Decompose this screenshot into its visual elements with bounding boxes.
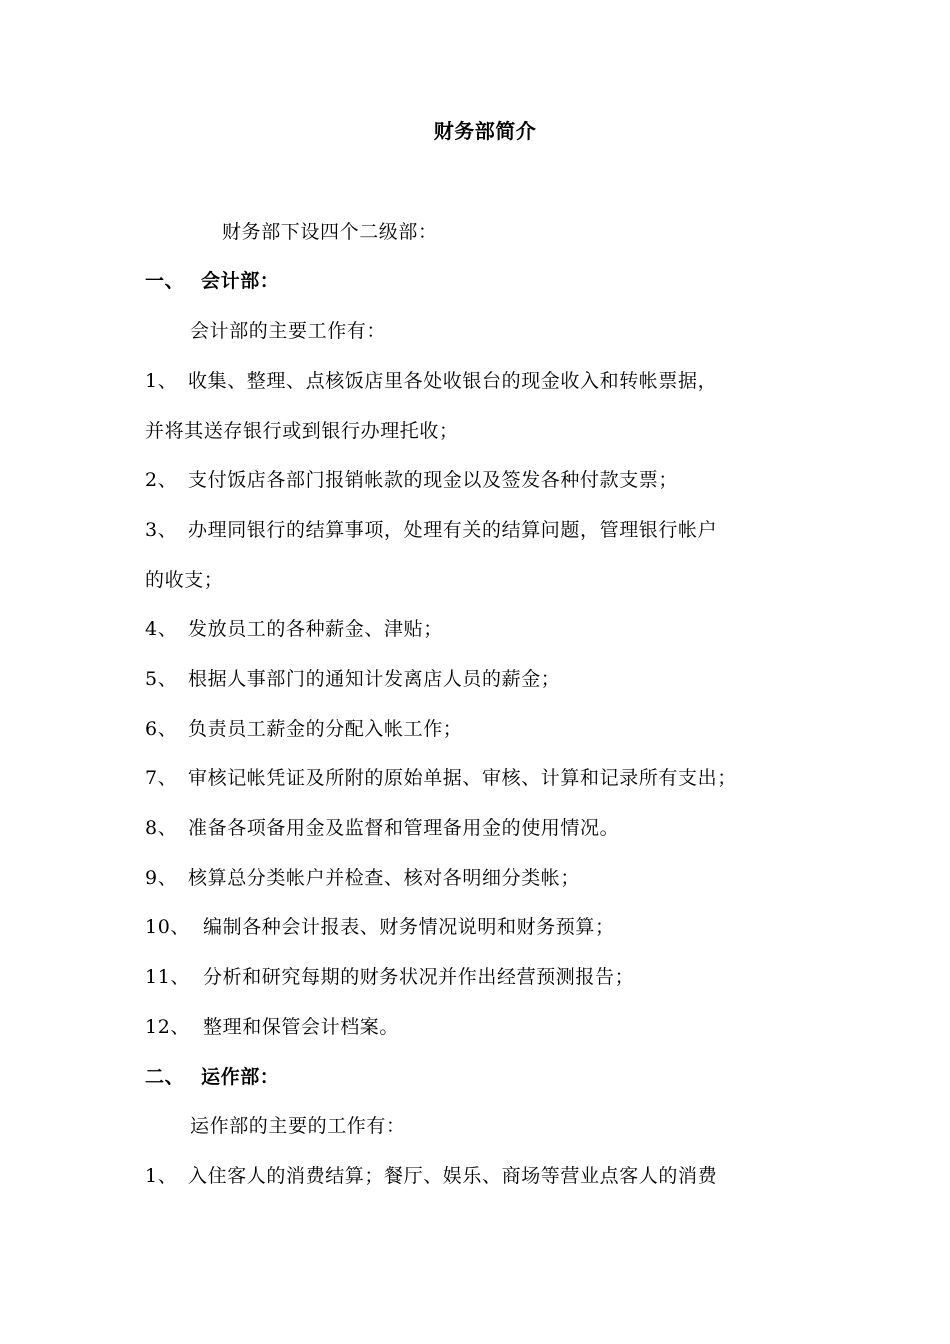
list-item-continuation: 的收支； <box>145 569 224 591</box>
item-text: 整理和保管会计档案。 <box>203 1016 400 1038</box>
section-title: 运作部： <box>201 1066 280 1088</box>
list-item <box>145 665 560 693</box>
list-item <box>145 466 678 494</box>
document-title: 财务部简介 <box>433 119 537 143</box>
item-number: 8、 <box>145 817 178 839</box>
list-item <box>145 864 580 892</box>
list-item <box>145 764 737 792</box>
list-item-continuation: 并将其送存银行或到银行办理托收； <box>145 420 459 442</box>
item-text: 办理同银行的结算事项，处理有关的结算问题，管理银行帐户 <box>188 519 718 541</box>
item-number: 4、 <box>145 618 178 640</box>
list-item <box>145 1162 717 1190</box>
list-item <box>145 963 634 991</box>
section-lead: 运作部的主要的工作有： <box>190 1115 406 1137</box>
section-heading-accounting <box>145 267 279 295</box>
item-text: 审核记帐凭证及所附的原始单据、审核、计算和记录所有支出； <box>188 767 737 789</box>
item-text: 支付饭店各部门报销帐款的现金以及签发各种付款支票； <box>188 469 679 491</box>
section-lead: 会计部的主要工作有： <box>190 320 387 342</box>
item-text: 根据人事部门的通知计发离店人员的薪金； <box>188 668 561 690</box>
item-number: 11、 <box>145 966 190 988</box>
section-title: 会计部： <box>201 270 280 292</box>
item-text: 分析和研究每期的财务状况并作出经营预测报告； <box>203 966 635 988</box>
item-text: 负责员工薪金的分配入帐工作； <box>188 718 463 740</box>
list-item <box>145 367 717 395</box>
item-number: 2、 <box>145 469 178 491</box>
item-text: 编制各种会计报表、财务情况说明和财务预算； <box>203 916 615 938</box>
list-item <box>145 516 717 544</box>
item-number: 12、 <box>145 1016 190 1038</box>
item-text: 准备各项备用金及监督和管理备用金的使用情况。 <box>188 817 620 839</box>
item-text: 发放员工的各种薪金、津贴； <box>188 618 443 640</box>
list-item <box>145 1013 399 1041</box>
intro-paragraph: 财务部下设四个二级部： <box>222 221 438 243</box>
item-number: 10、 <box>145 916 190 938</box>
item-number: 5、 <box>145 668 178 690</box>
item-number: 1、 <box>145 1165 178 1187</box>
item-number: 6、 <box>145 718 178 740</box>
item-number: 1、 <box>145 370 178 392</box>
item-text: 核算总分类帐户并检查、核对各明细分类帐； <box>188 867 581 889</box>
section-number: 一、 <box>145 270 185 292</box>
list-item <box>145 715 462 743</box>
section-heading-operations <box>145 1063 279 1091</box>
list-item <box>145 913 615 941</box>
item-text: 收集、整理、点核饭店里各处收银台的现金收入和转帐票据， <box>188 370 718 392</box>
section-number: 二、 <box>145 1066 185 1088</box>
list-item <box>145 814 619 842</box>
item-text: 入住客人的消费结算；餐厅、娱乐、商场等营业点客人的消费 <box>188 1165 718 1187</box>
item-number: 7、 <box>145 767 178 789</box>
item-number: 9、 <box>145 867 178 889</box>
item-number: 3、 <box>145 519 178 541</box>
list-item <box>145 615 443 643</box>
